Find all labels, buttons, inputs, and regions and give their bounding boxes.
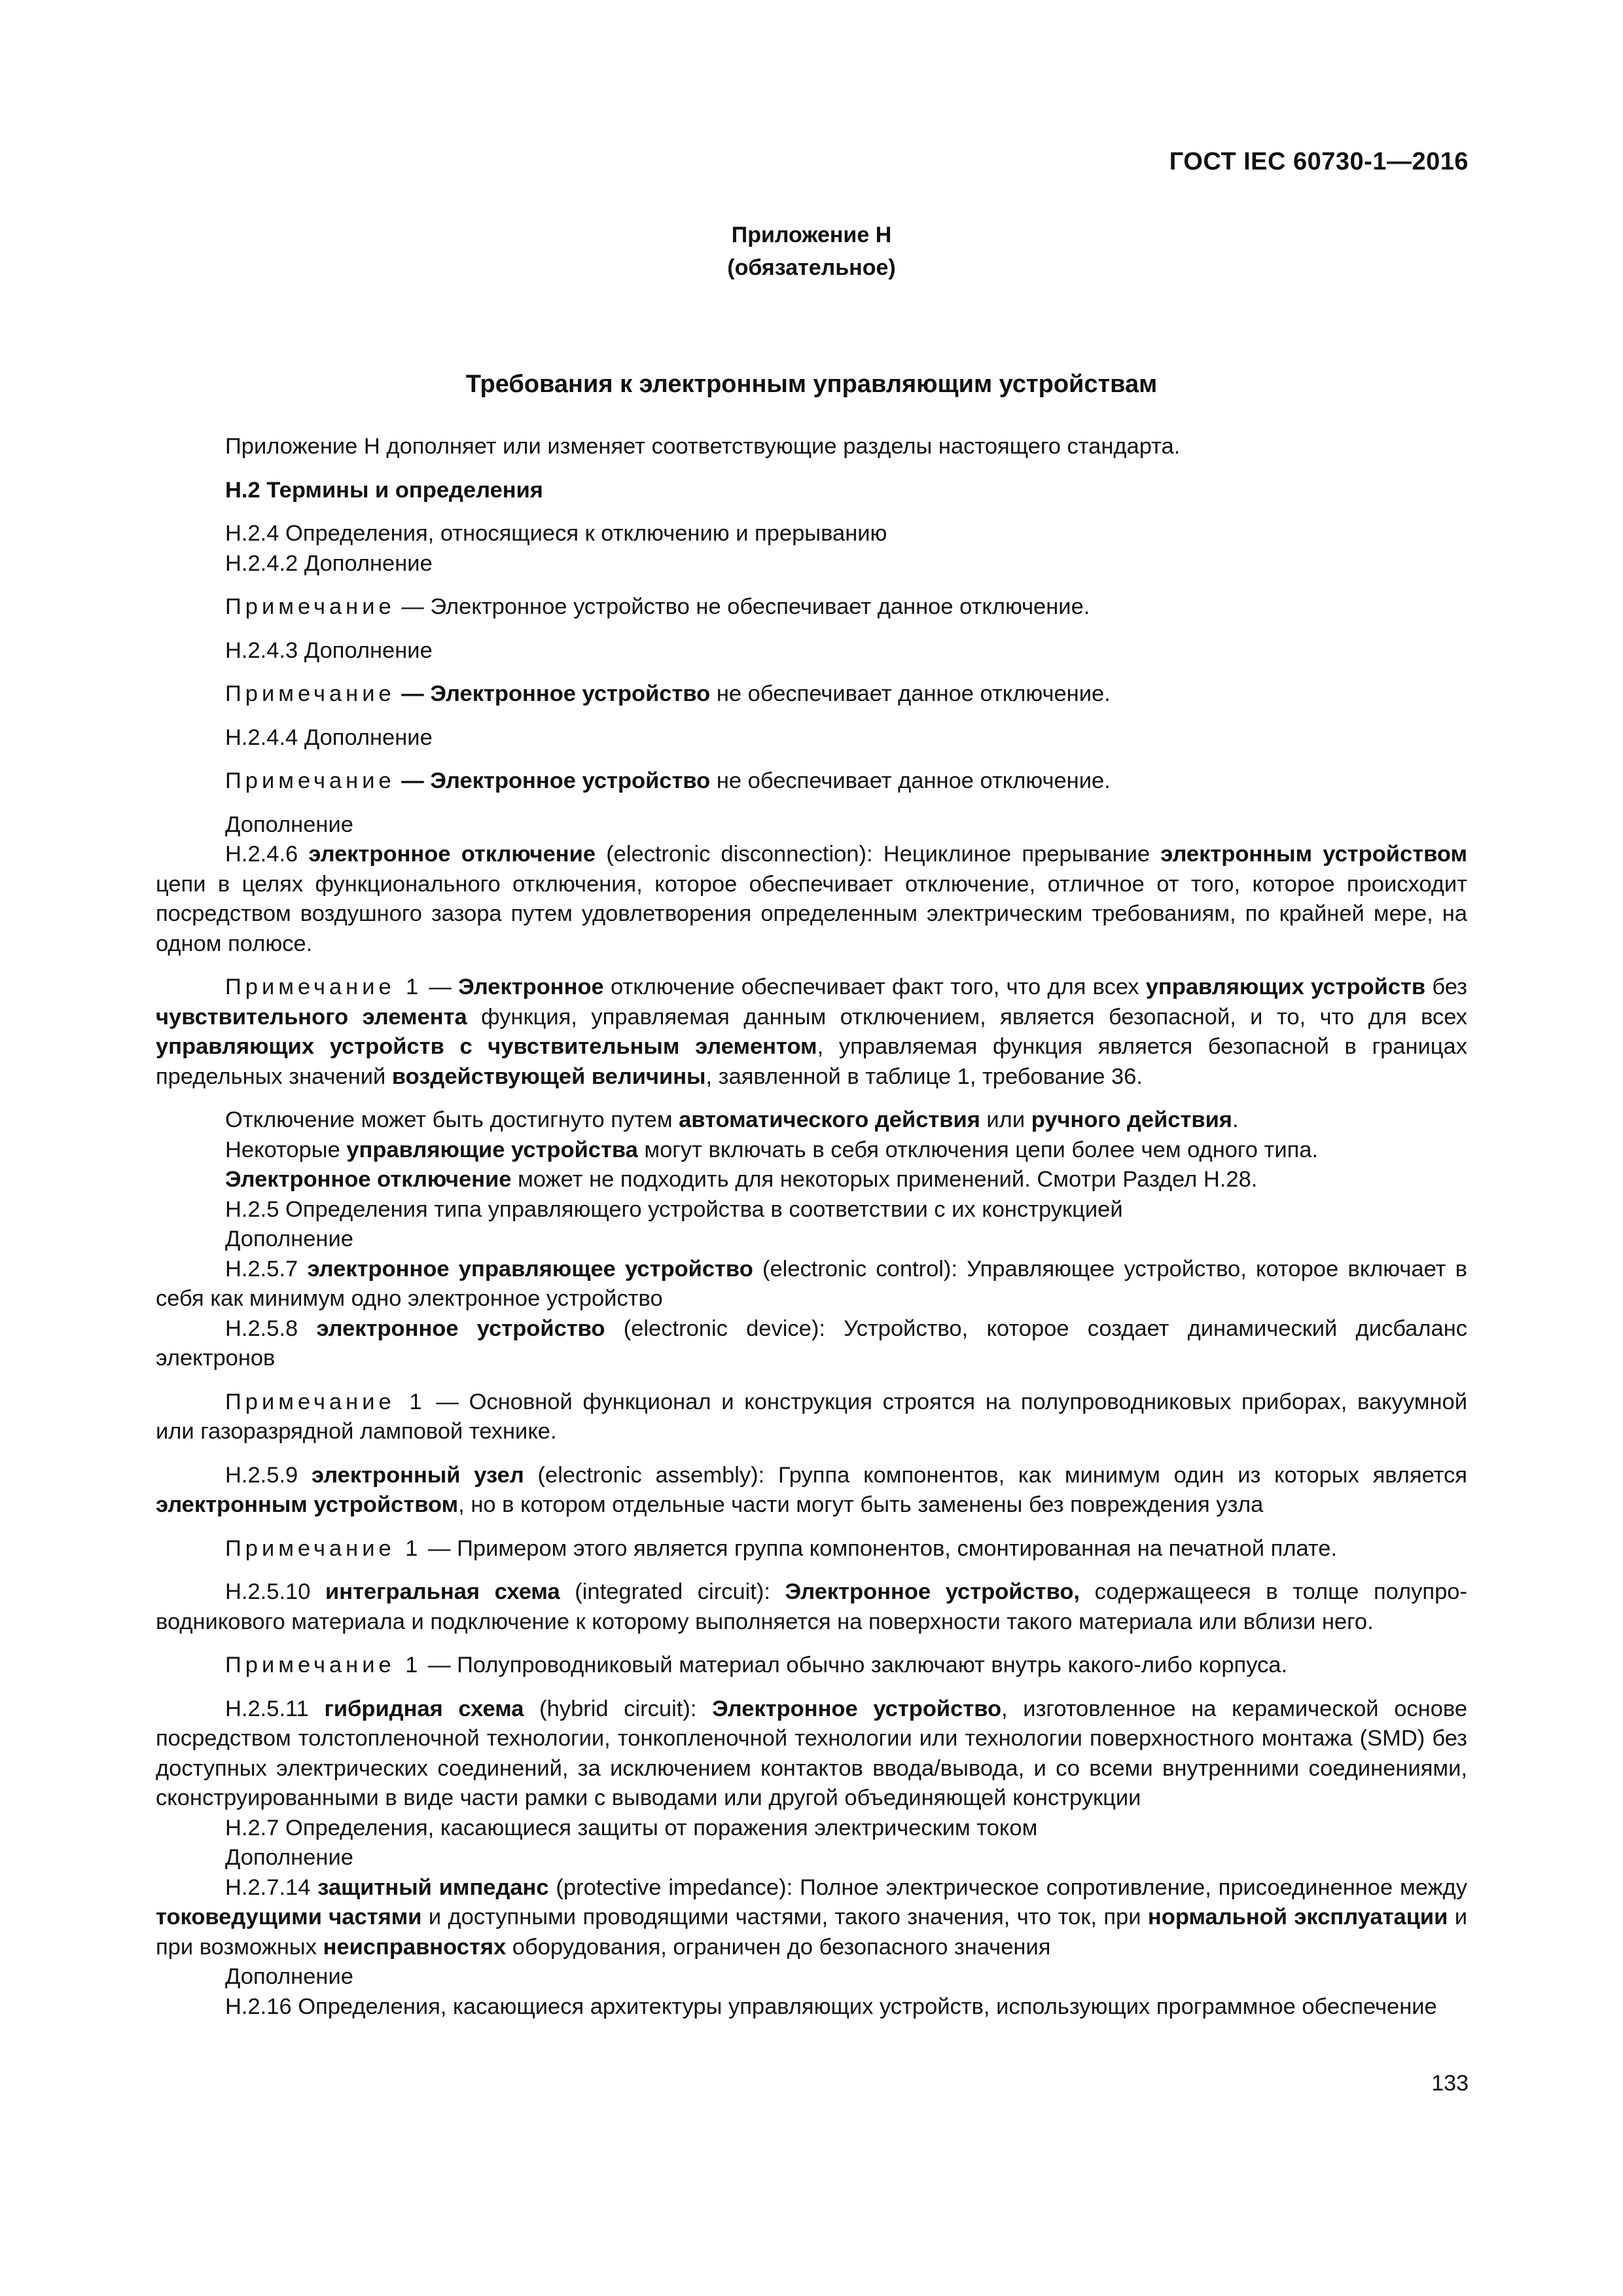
term-bold: электронным устройством xyxy=(156,1492,459,1517)
note-text: — xyxy=(422,975,459,999)
definition-paragraph xyxy=(156,1314,1467,1374)
clause-line: Дополнение xyxy=(225,1227,353,1251)
annex-title: Приложение Н xyxy=(731,223,892,247)
note-text: функция, управляемая данным отключением, является безопасной, и то, что для всех xyxy=(467,1004,1467,1030)
definition-text: содержащееся в толще полупроводникового материала и подключение к которому выполняется на поверхности такого материала или вблизи него. xyxy=(156,1579,1467,1634)
note-label: Примечание 1 xyxy=(225,975,423,999)
note-label: Примечание 1 xyxy=(225,1389,426,1414)
page-number: 133 xyxy=(1431,2071,1469,2096)
definition-paragraph xyxy=(156,840,1467,959)
clause-number: Н.2.5.10 xyxy=(225,1579,326,1604)
definition-paragraph xyxy=(156,1873,1467,1963)
main-title: Требования к электронным управляющим устройствам xyxy=(465,370,1158,398)
definition-paragraph xyxy=(156,1461,1467,1520)
term-bold: гибридная схема xyxy=(324,1696,524,1721)
note-text: — Полупроводниковый материал обычно заключают внутрь какого-либо корпуса. xyxy=(421,1653,1288,1677)
clause-heading: Н.2.7 Определения, касающиеся защиты от поражения электрическим током xyxy=(225,1815,1038,1840)
term-bold: — Электронное устройство xyxy=(395,681,711,706)
term-bold: Электронное устройство, xyxy=(785,1579,1080,1604)
term-bold: нормальной эксплуатации xyxy=(1147,1905,1448,1929)
clause-heading: Н.2.5 Определения типа управляющего устройства в соответствии с их конструкцией xyxy=(225,1196,1123,1222)
term-bold: Электронное xyxy=(458,975,604,999)
term-bold: ручного действия xyxy=(1031,1107,1232,1132)
section-heading xyxy=(156,476,1467,506)
note-label: Примечание xyxy=(225,681,395,706)
text-paragraph xyxy=(156,1136,1467,1166)
text-paragraph xyxy=(156,1165,1467,1195)
note-text: — Электронное устройство не обеспечивает данное отключение. xyxy=(395,594,1090,619)
standard-code: ГОСТ IEC 60730-1—2016 xyxy=(1169,148,1469,175)
note-paragraph xyxy=(156,592,1467,622)
body-text xyxy=(156,432,1467,2022)
definition-text: (integrated circuit): xyxy=(560,1579,785,1604)
note-text: без xyxy=(1425,975,1467,999)
definition-text: оборудования, ограничен до безопасного значения xyxy=(506,1934,1051,1960)
body-text-run: Некоторые xyxy=(225,1137,347,1162)
definition-paragraph xyxy=(156,1695,1467,1814)
term-bold: неисправностях xyxy=(323,1934,507,1960)
clause-number: Н.2.5.7 xyxy=(225,1256,308,1282)
term-bold: управляющих устройств xyxy=(1145,975,1426,999)
note-label: Примечание 1 xyxy=(225,1653,422,1677)
note-label: Примечание xyxy=(225,594,395,619)
note-paragraph xyxy=(156,766,1467,797)
clause-number: Н.2.4.6 xyxy=(225,842,309,867)
intro-paragraph: Приложение Н дополняет или изменяет соответствующие разделы настоящего стандарта. xyxy=(225,434,1181,459)
note-paragraph xyxy=(156,1534,1467,1564)
term-bold: чувствительного элемента xyxy=(156,1004,467,1030)
definition-text: и при возможных xyxy=(156,1905,1468,1960)
term-bold: — Электронное устройство xyxy=(395,768,711,793)
note-label: Примечание xyxy=(225,768,395,793)
body-text-run: Отключение может быть достигнуто путем xyxy=(225,1107,679,1132)
clause-line: Н.2.4.4 Дополнение xyxy=(225,725,433,750)
clause-line: Н.2.4.3 Дополнение xyxy=(225,637,433,663)
body-text-run: . xyxy=(1232,1107,1239,1132)
definition-text: , но в котором отдельные части могут быть заменены без повреждения узла xyxy=(458,1492,1264,1517)
term-bold: электронное управляющее устройство xyxy=(307,1256,753,1282)
definition-text: и доступными проводящими частями, такого значения, что ток, при xyxy=(421,1905,1148,1929)
clause-number: Н.2.7.14 xyxy=(225,1874,318,1900)
annex-subtitle: (обязательное) xyxy=(727,255,896,280)
body-text-run: могут включать в себя отключения цепи более чем одного типа. xyxy=(637,1137,1319,1162)
term-bold: электронное устройство xyxy=(316,1316,605,1341)
term-bold: Электронное устройство xyxy=(712,1696,1002,1721)
definition-text: цепи в целях функционального отключения, которое обеспечивает отключение, отличное от того, которое происходит посредством воздушного зазора путем удовлетворения определенным электрическим требованиям, по крайней мере, на одном полюсе. xyxy=(156,871,1467,956)
term-bold: воздействующей величины xyxy=(391,1064,706,1089)
definition-text: (electronic disconnection): Нециклиное прерывание xyxy=(596,842,1161,867)
note-text: — Примером этого является группа компонентов, смонтированная на печатной плате. xyxy=(421,1535,1338,1561)
clause-line: Дополнение xyxy=(225,1964,353,1989)
term-bold: управляющие устройства xyxy=(346,1137,638,1162)
term-bold: Электронное отключение xyxy=(225,1167,512,1192)
clause-heading: Н.2.4 Определения, относящиеся к отключению и прерыванию xyxy=(225,521,887,546)
clause-heading: Н.2.16 Определения, касающиеся архитектуры управляющих устройств, использующих программное обеспечение xyxy=(225,1994,1437,2019)
term-bold: токоведущими частями xyxy=(156,1905,422,1929)
definition-text: (electronic assembly): Группа компонентов, как минимум один из которых является xyxy=(524,1462,1467,1488)
note-text: не обеспечивает данное отключение. xyxy=(710,681,1111,706)
definition-text: (protective impedance): Полное электрическое сопротивление, присоединенное между xyxy=(548,1874,1467,1900)
definition-paragraph xyxy=(156,1577,1467,1637)
clause-line: Дополнение xyxy=(225,1845,353,1870)
body-text-run: может не подходить для некоторых применений. Смотри Раздел Н.28. xyxy=(511,1167,1258,1192)
definition-text: (electronic device): Устройство, которое создает динамический дисбаланс электронов xyxy=(156,1316,1467,1371)
definition-text: (electronic control): Управляющее устройство, которое включает в себя как минимум одно электронное устройство xyxy=(156,1256,1467,1311)
definition-text: , изготовленное на керамической основе посредством толстопленочной технологии, тонкопленочной технологии или технологии поверхностного монтажа (SMD) без доступных электрических соединений, за исключением контактов ввода/вывода, и со всеми внутренними соединениями, сконструированными в виде части рамки с выводами или другой объединяющей конструкции xyxy=(156,1696,1468,1810)
term-bold: электронное отключение xyxy=(308,842,596,867)
term-bold: интегральная схема xyxy=(325,1579,560,1604)
clause-number: Н.2.5.11 xyxy=(225,1696,325,1721)
note-text: — Основной функционал и конструкция строятся на полупроводниковых приборах, вакуумной или газоразрядной ламповой технике. xyxy=(156,1389,1467,1444)
term-bold: автоматического действия xyxy=(679,1107,980,1132)
definition-text: (hybrid circuit): xyxy=(524,1696,713,1721)
term-bold: управляющих устройств с чувствительным элементом xyxy=(156,1034,817,1059)
note-text: , управляемая функция является безопасной в границах предельных значений xyxy=(156,1034,1467,1089)
note-paragraph xyxy=(156,1651,1467,1681)
clause-line: Дополнение xyxy=(225,812,353,837)
text-paragraph xyxy=(156,1105,1467,1136)
clause-number: Н.2.5.8 xyxy=(225,1316,317,1341)
clause-number: Н.2.5.9 xyxy=(225,1462,312,1488)
note-text: отключение обеспечивает факт того, что для всех xyxy=(603,975,1146,999)
note-text: , заявленной в таблице 1, требование 36. xyxy=(705,1064,1143,1089)
note-paragraph xyxy=(156,679,1467,709)
term-bold: электронный узел xyxy=(312,1462,524,1488)
section-heading-text: Н.2 Термины и определения xyxy=(225,477,543,503)
clause-line: Н.2.4.2 Дополнение xyxy=(225,550,433,576)
note-paragraph xyxy=(156,973,1467,1092)
term-bold: электронным устройством xyxy=(1160,842,1467,867)
definition-paragraph xyxy=(156,1255,1467,1314)
note-text: не обеспечивает данное отключение. xyxy=(710,768,1111,793)
note-label: Примечание 1 xyxy=(225,1535,422,1561)
note-paragraph xyxy=(156,1388,1467,1447)
term-bold: защитный импеданс xyxy=(317,1874,549,1900)
body-text-run: или xyxy=(980,1107,1031,1132)
